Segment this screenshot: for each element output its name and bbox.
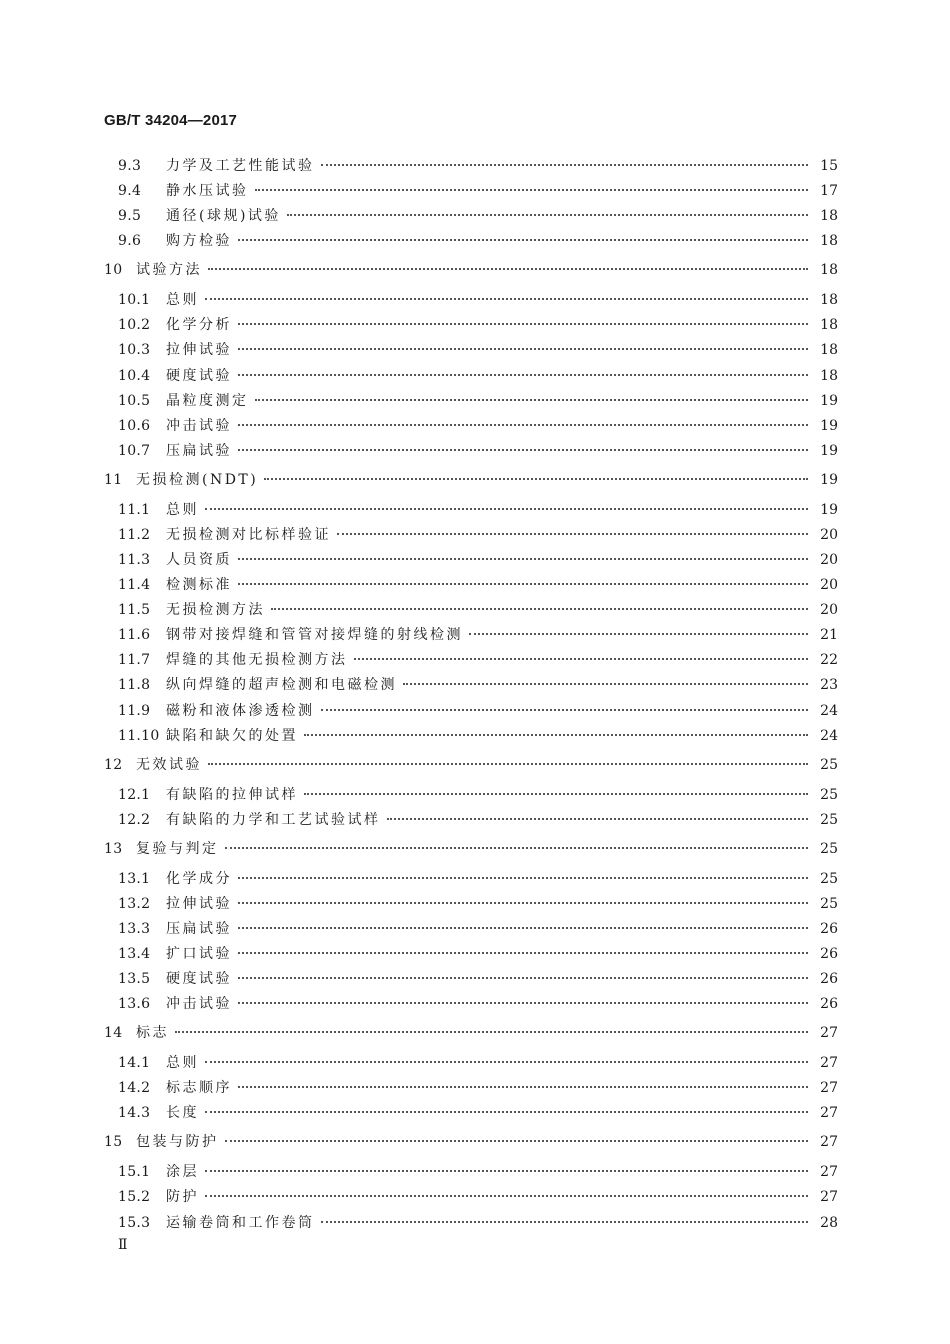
toc-entry-page: 26 (820, 920, 838, 937)
dot-leader (238, 410, 808, 426)
toc-entry-title: 总则 (166, 501, 199, 518)
toc-entry-title: 总则 (166, 292, 199, 309)
toc-entry-number: 11 (104, 471, 123, 488)
toc-entry-title: 防护 (166, 1189, 199, 1206)
toc-entry-title: 焊缝的其他无损检测方法 (166, 652, 348, 669)
toc-entry-title: 压扁试验 (166, 920, 232, 937)
toc-entry-number: 9.6 (118, 233, 142, 250)
dot-leader (175, 1017, 808, 1033)
toc-entry-number: 11.2 (118, 526, 151, 543)
toc-entry-title: 拉伸试验 (166, 895, 232, 912)
toc-entry-number: 10.2 (118, 317, 151, 334)
dot-leader (321, 150, 809, 166)
toc-entry-page: 18 (820, 342, 838, 359)
dot-leader (205, 1156, 808, 1172)
toc-entry-title: 晶粒度测定 (166, 392, 249, 409)
toc-section-entry[interactable] (104, 808, 838, 833)
toc-entry-page: 26 (820, 971, 838, 988)
dot-leader (208, 254, 808, 270)
toc-entry-number: 15.3 (118, 1214, 151, 1231)
toc-entry-title: 有缺陷的力学和工艺试验试样 (166, 811, 381, 828)
toc-section-entry[interactable] (104, 992, 838, 1017)
toc-entry-page: 18 (820, 208, 838, 225)
toc-entry-page: 20 (820, 602, 838, 619)
toc-chapter-entry[interactable] (104, 833, 838, 867)
dot-leader (354, 644, 809, 660)
toc-entry-title: 扩口试验 (166, 946, 232, 962)
toc-entry-page: 20 (820, 552, 838, 568)
toc-entry-title: 无损检测方法 (166, 602, 265, 619)
toc-entry-number: 11.10 (118, 727, 160, 744)
toc-entry-page: 25 (820, 756, 838, 773)
dot-leader (238, 544, 808, 560)
toc-entry-number: 13.2 (118, 895, 151, 912)
toc-entry-page: 25 (820, 895, 838, 912)
toc-chapter-entry[interactable] (104, 749, 838, 783)
toc-entry-page: 28 (820, 1214, 838, 1231)
toc-entry-number: 15.1 (118, 1164, 151, 1181)
dot-leader (225, 833, 809, 849)
toc-entry-title: 缺陷和缺欠的处置 (166, 727, 298, 744)
toc-entry-page: 25 (820, 811, 838, 828)
toc-entry-title: 磁粉和液体渗透检测 (166, 702, 315, 719)
toc-entry-number: 11.8 (118, 677, 151, 694)
toc-entry-title: 无效试验 (136, 756, 202, 773)
dot-leader (287, 200, 808, 216)
toc-entry-page: 19 (820, 392, 838, 409)
toc-entry-page: 19 (820, 471, 838, 488)
toc-entry-number: 10.4 (118, 367, 151, 384)
toc-entry-page: 20 (820, 526, 838, 543)
dot-leader (205, 1181, 808, 1197)
page-folio: Ⅱ (118, 1237, 128, 1253)
dot-leader (321, 1207, 809, 1223)
toc-entry-page: 26 (820, 996, 838, 1013)
dot-leader (271, 594, 808, 610)
dot-leader (205, 494, 808, 510)
dot-leader (208, 749, 808, 765)
toc-section-entry[interactable] (104, 229, 838, 254)
dot-leader (238, 863, 808, 879)
toc-section-entry[interactable] (104, 1211, 838, 1236)
toc-entry-title: 涂层 (166, 1164, 199, 1181)
dot-leader (205, 284, 808, 300)
toc-entry-title: 化学成分 (166, 870, 232, 887)
toc-chapter-entry[interactable] (104, 1017, 838, 1051)
toc-entry-number: 15.2 (118, 1189, 151, 1206)
toc-entry-title: 包装与防护 (136, 1134, 219, 1151)
toc-entry-number: 10.3 (118, 342, 151, 359)
dot-leader (205, 1097, 808, 1113)
dot-leader (403, 669, 808, 685)
dot-leader (238, 360, 808, 376)
toc-entry-number: 11.6 (118, 627, 151, 644)
toc-section-entry[interactable] (104, 439, 838, 464)
dot-leader (225, 1126, 809, 1142)
toc-entry-page: 25 (820, 840, 838, 857)
toc-entry-title: 人员资质 (166, 552, 232, 568)
toc-entry-number: 10.6 (118, 417, 151, 434)
toc-entry-number: 13.4 (118, 946, 151, 962)
toc-entry-page: 27 (820, 1189, 838, 1206)
toc-chapter-entry[interactable] (104, 1126, 838, 1160)
toc-entry-title: 复验与判定 (136, 840, 219, 857)
toc-entry-number: 10.1 (118, 292, 151, 309)
toc-entry-number: 14 (104, 1025, 123, 1042)
toc-entry-number: 13.3 (118, 920, 151, 937)
dot-leader (304, 779, 808, 795)
toc-entry-page: 18 (820, 317, 838, 334)
dot-leader (238, 225, 808, 241)
toc-entry-number: 11.3 (118, 552, 151, 568)
toc-entry-page: 25 (820, 786, 838, 803)
toc-chapter-entry[interactable] (104, 464, 838, 498)
toc-entry-title: 标志顺序 (166, 1080, 232, 1097)
toc-entry-title: 运输卷筒和工作卷筒 (166, 1214, 315, 1231)
toc-entry-number: 12.2 (118, 811, 151, 828)
toc-entry-page: 27 (820, 1134, 838, 1151)
toc-entry-title: 冲击试验 (166, 996, 232, 1013)
dot-leader (255, 385, 809, 401)
toc-entry-title: 静水压试验 (166, 183, 249, 200)
dot-leader (238, 569, 808, 585)
dot-leader (469, 619, 808, 635)
dot-leader (205, 1047, 808, 1063)
toc-entry-page: 19 (820, 417, 838, 434)
dot-leader (264, 464, 808, 480)
dot-leader (238, 913, 808, 929)
toc-entry-page: 22 (820, 652, 838, 669)
toc-entry-page: 27 (820, 1105, 838, 1122)
toc-entry-number: 10.5 (118, 392, 151, 409)
dot-leader (238, 988, 808, 1004)
toc-entry-page: 25 (820, 870, 838, 887)
toc-entry-number: 14.1 (118, 1055, 151, 1072)
toc-entry-title: 钢带对接焊缝和管管对接焊缝的射线检测 (166, 627, 463, 644)
dot-leader (337, 519, 808, 535)
dot-leader (304, 720, 808, 736)
toc-entry-number: 11.7 (118, 652, 151, 669)
toc-entry-number: 10.7 (118, 442, 151, 459)
toc-entry-page: 17 (820, 183, 838, 200)
toc-entry-page: 20 (820, 577, 838, 594)
dot-leader (238, 963, 808, 979)
toc-entry-page: 26 (820, 946, 838, 962)
toc-entry-number: 9.5 (118, 208, 142, 225)
dot-leader (238, 435, 808, 451)
toc-entry-title: 检测标准 (166, 577, 232, 594)
toc-entry-title: 长度 (166, 1105, 199, 1122)
toc-entry-number: 12.1 (118, 786, 151, 803)
toc-entry-title: 压扁试验 (166, 442, 232, 459)
toc-entry-page: 19 (820, 442, 838, 459)
toc-entry-page: 18 (820, 262, 838, 279)
toc-entry-page: 19 (820, 501, 838, 518)
dot-leader (238, 888, 808, 904)
dot-leader (255, 175, 809, 191)
dot-leader (238, 334, 808, 350)
toc-entry-title: 通径(球规)试验 (166, 208, 281, 225)
toc-entry-page: 15 (820, 158, 838, 174)
toc-entry-title: 总则 (166, 1055, 199, 1072)
toc-entry-number: 11.9 (118, 702, 151, 719)
toc-entry-title: 标志 (136, 1025, 169, 1042)
toc-chapter-entry[interactable] (104, 254, 838, 288)
toc-entry-number: 13 (104, 840, 123, 857)
toc-entry-number: 13.6 (118, 996, 151, 1013)
toc-entry-title: 有缺陷的拉伸试样 (166, 786, 298, 803)
toc-section-entry[interactable] (104, 724, 838, 749)
toc-entry-page: 24 (820, 702, 838, 719)
toc-entry-number: 12 (104, 756, 123, 773)
toc-entry-page: 24 (820, 727, 838, 744)
dot-leader (321, 695, 809, 711)
toc-entry-page: 21 (820, 627, 838, 644)
toc-entry-page: 18 (820, 367, 838, 384)
dot-leader (387, 804, 809, 820)
toc-entry-title: 硬度试验 (166, 367, 232, 384)
toc-entry-title: 力学及工艺性能试验 (166, 158, 315, 174)
toc-entry-number: 15 (104, 1134, 123, 1151)
toc-entry-title: 纵向焊缝的超声检测和电磁检测 (166, 677, 397, 694)
toc-entry-page: 18 (820, 233, 838, 250)
toc-entry-number: 11.1 (118, 501, 151, 518)
toc-entry-page: 18 (820, 292, 838, 309)
toc-entry-number: 9.4 (118, 183, 142, 200)
toc-entry-page: 27 (820, 1164, 838, 1181)
toc-entry-page: 27 (820, 1080, 838, 1097)
toc-entry-number: 13.1 (118, 870, 151, 887)
toc-entry-title: 无损检测对比标样验证 (166, 526, 331, 543)
toc-entry-page: 27 (820, 1025, 838, 1042)
toc-entry-number: 11.5 (118, 602, 151, 619)
toc-entry-number: 13.5 (118, 971, 151, 988)
toc-entry-title: 试验方法 (136, 262, 202, 279)
toc-entry-number: 11.4 (118, 577, 151, 594)
toc-entry-page: 27 (820, 1055, 838, 1072)
toc-entry-title: 硬度试验 (166, 971, 232, 988)
toc-entry-number: 14.2 (118, 1080, 151, 1097)
toc-entry-number: 14.3 (118, 1105, 151, 1122)
toc-entry-title: 拉伸试验 (166, 342, 232, 359)
toc-entry-title: 无损检测(NDT) (136, 471, 259, 488)
toc-entry-number: 10 (104, 262, 123, 279)
dot-leader (238, 938, 808, 954)
standard-code: GB/T 34204—2017 (104, 112, 238, 129)
toc-section-entry[interactable] (104, 1101, 838, 1126)
toc-entry-page: 23 (820, 677, 838, 694)
toc-entry-title: 化学分析 (166, 317, 232, 334)
table-of-contents (104, 154, 838, 1236)
dot-leader (238, 309, 808, 325)
dot-leader (238, 1072, 808, 1088)
toc-entry-title: 冲击试验 (166, 417, 232, 434)
toc-entry-title: 购方检验 (166, 233, 232, 250)
toc-entry-number: 9.3 (118, 158, 142, 174)
